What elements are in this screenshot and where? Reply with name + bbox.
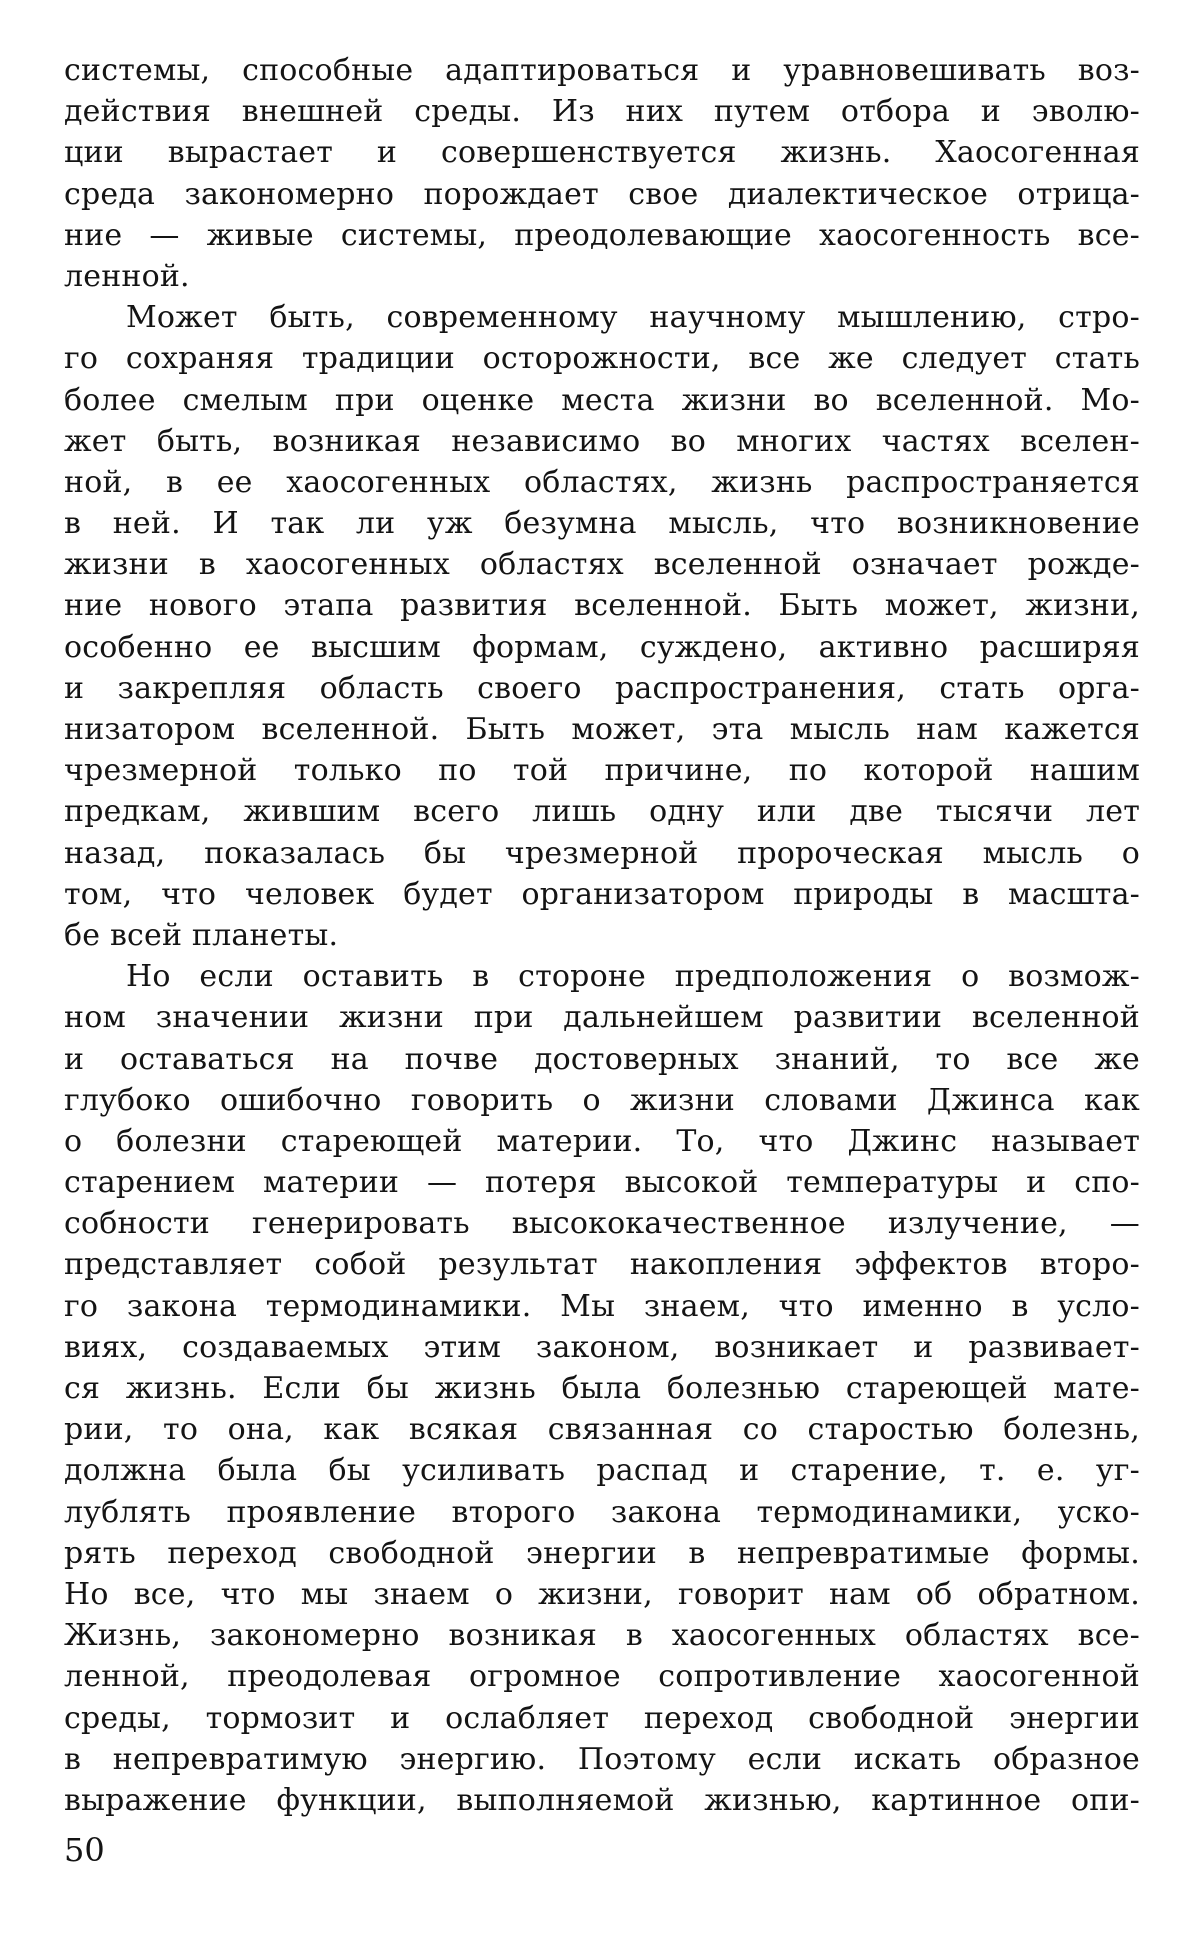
text-line: рии, то она, как всякая связанная со старостью болезнь, <box>64 1412 1140 1448</box>
text-line: особенно ее высшим формам, суждено, активно расширяя <box>64 629 1140 665</box>
text-line: жизни в хаосогенных областях вселенной означает рожде- <box>64 547 1140 583</box>
text-line: ние — живые системы, преодолевающие хаосогенность все- <box>64 217 1140 253</box>
text-line: Жизнь, закономерно возникая в хаосогенных областях все- <box>64 1618 1140 1654</box>
page-body <box>64 50 1140 1821</box>
text-line: действия внешней среды. Из них путем отбора и эволю- <box>64 94 1140 130</box>
text-line: рять переход свободной энергии в непревратимые формы. <box>64 1535 1140 1571</box>
text-line: го сохраняя традиции осторожности, все же следует стать <box>64 341 1140 377</box>
text-line: лублять проявление второго закона термодинамики, уско- <box>64 1494 1140 1530</box>
text-line: ленной. <box>64 258 190 294</box>
text-line: бе всей планеты. <box>64 917 339 953</box>
text-line: в ней. И так ли уж безумна мысль, что возникновение <box>64 506 1140 542</box>
text-line: более смелым при оценке места жизни во вселенной. Мо- <box>64 382 1140 418</box>
text-line: выражение функции, выполняемой жизнью, картинное опи- <box>64 1782 1140 1818</box>
text-line: среда закономерно порождает свое диалектическое отрица- <box>64 176 1140 212</box>
page-number: 50 <box>64 1831 105 1869</box>
paragraph-3 <box>64 956 1140 1821</box>
text-line: в непревратимую энергию. Поэтому если искать образное <box>64 1741 1140 1777</box>
text-line: ном значении жизни при дальнейшем развитии вселенной <box>64 1000 1140 1036</box>
text-line: предкам, жившим всего лишь одну или две тысячи лет <box>64 794 1140 830</box>
text-line: должна была бы усиливать распад и старение, т. е. уг- <box>64 1453 1140 1489</box>
text-line: собности генерировать высококачественное излучение, — <box>64 1206 1140 1242</box>
text-line: ленной, преодолевая огромное сопротивление хаосогенной <box>64 1659 1140 1695</box>
text-line: назад, показалась бы чрезмерной пророческая мысль о <box>64 835 1140 871</box>
text-line: и оставаться на почве достоверных знаний, то все же <box>64 1041 1140 1077</box>
text-line: о болезни стареющей материи. То, что Джинс называет <box>64 1123 1140 1159</box>
text-line: представляет собой результат накопления эффектов второ- <box>64 1247 1140 1283</box>
paragraph-2 <box>64 297 1140 956</box>
text-line: том, что человек будет организатором природы в масшта- <box>64 876 1140 912</box>
text-line: системы, способные адаптироваться и уравновешивать воз- <box>64 53 1140 88</box>
text-line: глубоко ошибочно говорить о жизни словами Джинса как <box>64 1082 1140 1118</box>
text-line: старением материи — потеря высокой температуры и спо- <box>64 1165 1140 1201</box>
text-line: го закона термодинамики. Мы знаем, что именно в усло- <box>64 1288 1140 1324</box>
text-line: среды, тормозит и ослабляет переход свободной энергии <box>64 1700 1140 1736</box>
text-line: чрезмерной только по той причине, по которой нашим <box>64 753 1140 789</box>
text-line: Но если оставить в стороне предположения о возмож- <box>126 959 1140 995</box>
text-line: жет быть, возникая независимо во многих частях вселен- <box>64 423 1140 459</box>
text-line: ся жизнь. Если бы жизнь была болезнью стареющей мате- <box>64 1371 1140 1406</box>
text-line: и закрепляя область своего распространения, стать орга- <box>64 670 1140 706</box>
text-line: ции вырастает и совершенствуется жизнь. Хаосогенная <box>64 135 1140 171</box>
text-line: Но все, что мы знаем о жизни, говорит нам об обратном. <box>64 1576 1140 1612</box>
text-line: ние нового этапа развития вселенной. Быть может, жизни, <box>64 588 1140 624</box>
text-line: низатором вселенной. Быть может, эта мысль нам кажется <box>64 712 1140 747</box>
text-line: ной, в ее хаосогенных областях, жизнь распространяется <box>64 464 1140 500</box>
text-line: Может быть, современному научному мышлению, стро- <box>126 300 1140 336</box>
text-line: виях, создаваемых этим законом, возникает и развивает- <box>64 1329 1140 1365</box>
paragraph-1 <box>64 50 1140 297</box>
